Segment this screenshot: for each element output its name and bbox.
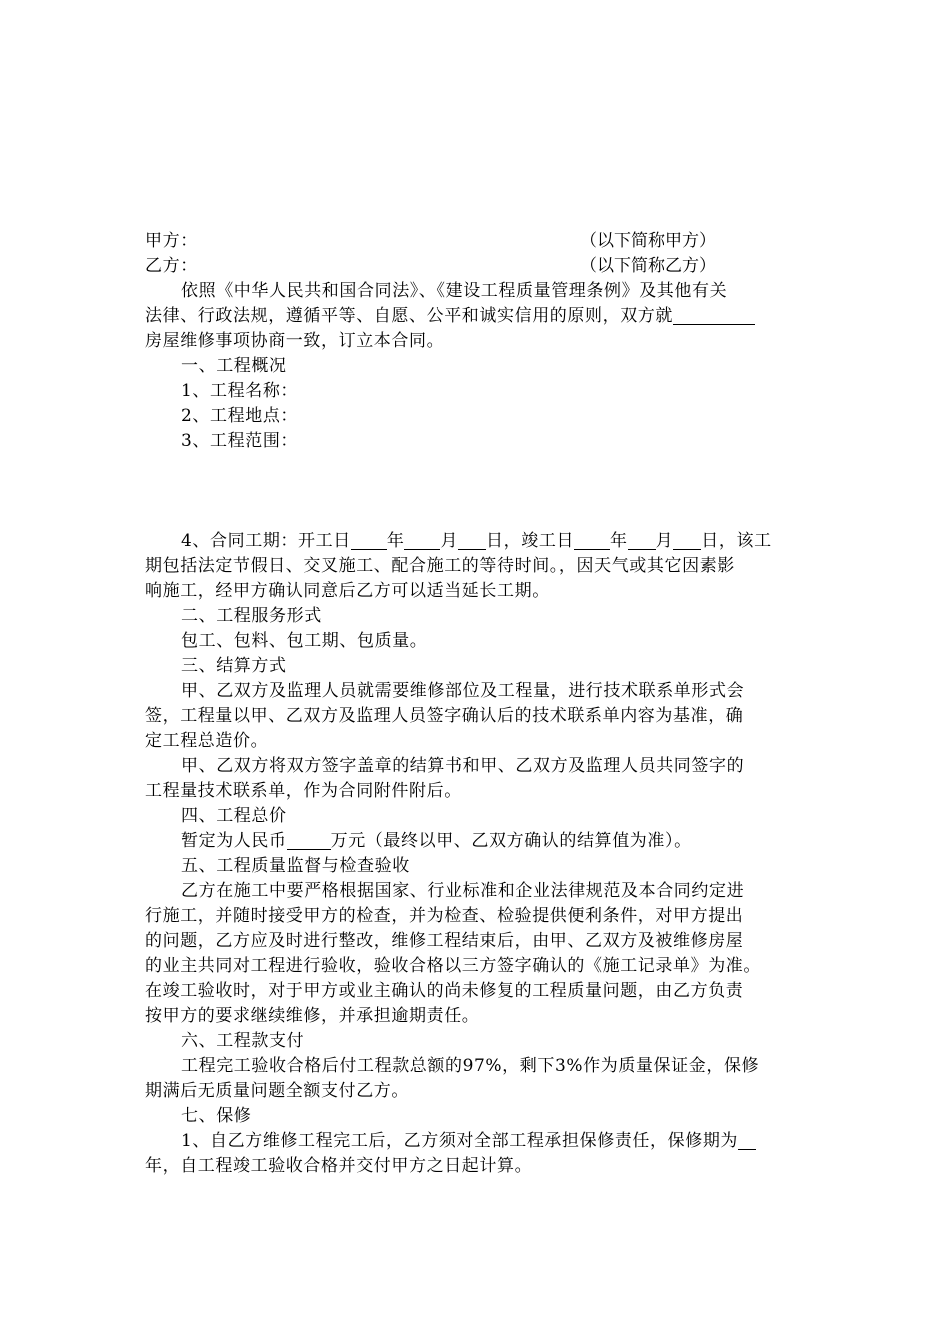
intro-line-2-text: 法律、行政法规，遵循平等、自愿、公平和诚实信用的原则，双方就 (145, 306, 673, 326)
end-month-blank[interactable] (628, 531, 656, 550)
total-price-blank[interactable] (287, 831, 331, 850)
section-7-title: 七、保修 (181, 1106, 252, 1126)
settlement-p1-line-3: 定工程总造价。 (145, 731, 269, 751)
intro-line-1: 依照《中华人民共和国合同法》、《建设工程质量管理条例》及其他有关 (181, 281, 728, 301)
warranty-line-1-text: 1、自乙方维修工程完工后，乙方须对全部工程承担保修责任，保修期为 (181, 1131, 739, 1151)
total-price-line (181, 828, 692, 854)
section-2-title: 二、工程服务形式 (181, 606, 322, 626)
party-a-label: 甲方： (145, 231, 198, 251)
project-blank[interactable] (673, 306, 755, 325)
project-scope-label: 3、工程范围： (181, 431, 299, 451)
inspection-line-3: 的问题，乙方应及时进行整改，维修工程结束后，由甲、乙双方及被维修房屋 (145, 931, 744, 951)
period-tail: 日，该工 (701, 531, 772, 551)
contract-period-line-3: 响施工，经甲方确认同意后乙方可以适当延长工期。 (145, 581, 550, 601)
settlement-p2-line-2: 工程量技术联系单，作为合同附件附后。 (145, 781, 462, 801)
start-day-blank[interactable] (458, 531, 486, 550)
party-a-note: （以下简称甲方） (580, 231, 716, 251)
settlement-p2-line-1: 甲、乙双方将双方签字盖章的结算书和甲、乙双方及监理人员共同签字的 (181, 756, 745, 776)
party-b-note: （以下简称乙方） (580, 256, 716, 276)
completion-label: 日，竣工日 (486, 531, 575, 551)
contract-period-line (181, 528, 772, 554)
section-1-title: 一、工程概况 (181, 356, 287, 376)
project-name-label: 1、工程名称： (181, 381, 299, 401)
party-b-label: 乙方： (145, 256, 198, 276)
total-price-prefix: 暂定为人民币 (181, 831, 287, 851)
warranty-line-2: 年，自工程竣工验收合格并交付甲方之日起计算。 (145, 1156, 533, 1176)
settlement-p1-line-1: 甲、乙双方及监理人员就需要维修部位及工程量，进行技术联系单形式会 (181, 681, 745, 701)
inspection-line-4: 的业主共同对工程进行验收，验收合格以三方签字确认的《施工记录单》为准。 (145, 956, 761, 976)
warranty-years-blank[interactable] (738, 1131, 756, 1150)
inspection-line-6: 按甲方的要求继续维修，并承担逾期责任。 (145, 1006, 480, 1026)
year-label-2: 年 (610, 531, 628, 551)
section-2-body: 包工、包料、包工期、包质量。 (181, 631, 428, 651)
section-5-title: 五、工程质量监督与检查验收 (181, 856, 410, 876)
warranty-line-1 (181, 1128, 756, 1154)
section-3-title: 三、结算方式 (181, 656, 287, 676)
contract-period-line-2: 期包括法定节假日、交叉施工、配合施工的等待时间。，因天气或其它因素影 (145, 556, 735, 576)
period-start-label: 4、合同工期：开工日 (181, 531, 351, 551)
start-year-blank[interactable] (351, 531, 387, 550)
month-label: 月 (440, 531, 459, 551)
project-location-label: 2、工程地点： (181, 406, 299, 426)
payment-line-1: 工程完工验收合格后付工程款总额的97%，剩下3%作为质量保证金，保修 (181, 1056, 760, 1076)
year-label: 年 (386, 531, 405, 551)
section-4-title: 四、工程总价 (181, 806, 287, 826)
total-price-suffix: 万元（最终以甲、乙双方确认的结算值为准）。 (330, 831, 692, 851)
end-year-blank[interactable] (574, 531, 610, 550)
inspection-line-2: 行施工，并随时接受甲方的检查，并为检查、检验提供便利条件，对甲方提出 (145, 906, 744, 926)
start-month-blank[interactable] (404, 531, 440, 550)
inspection-line-5: 在竣工验收时，对于甲方或业主确认的尚未修复的工程质量问题，由乙方负责 (145, 981, 744, 1001)
settlement-p1-line-2: 签，工程量以甲、乙双方及监理人员签字确认后的技术联系单内容为基准，确 (145, 706, 744, 726)
month-label-2: 月 (655, 531, 674, 551)
intro-line-3: 房屋维修事项协商一致，订立本合同。 (145, 331, 445, 351)
inspection-line-1: 乙方在施工中要严格根据国家、行业标准和企业法律规范及本合同约定进 (181, 881, 745, 901)
payment-line-2: 期满后无质量问题全额支付乙方。 (145, 1081, 409, 1101)
intro-line-2 (145, 303, 755, 329)
section-6-title: 六、工程款支付 (181, 1031, 305, 1051)
end-day-blank[interactable] (673, 531, 701, 550)
